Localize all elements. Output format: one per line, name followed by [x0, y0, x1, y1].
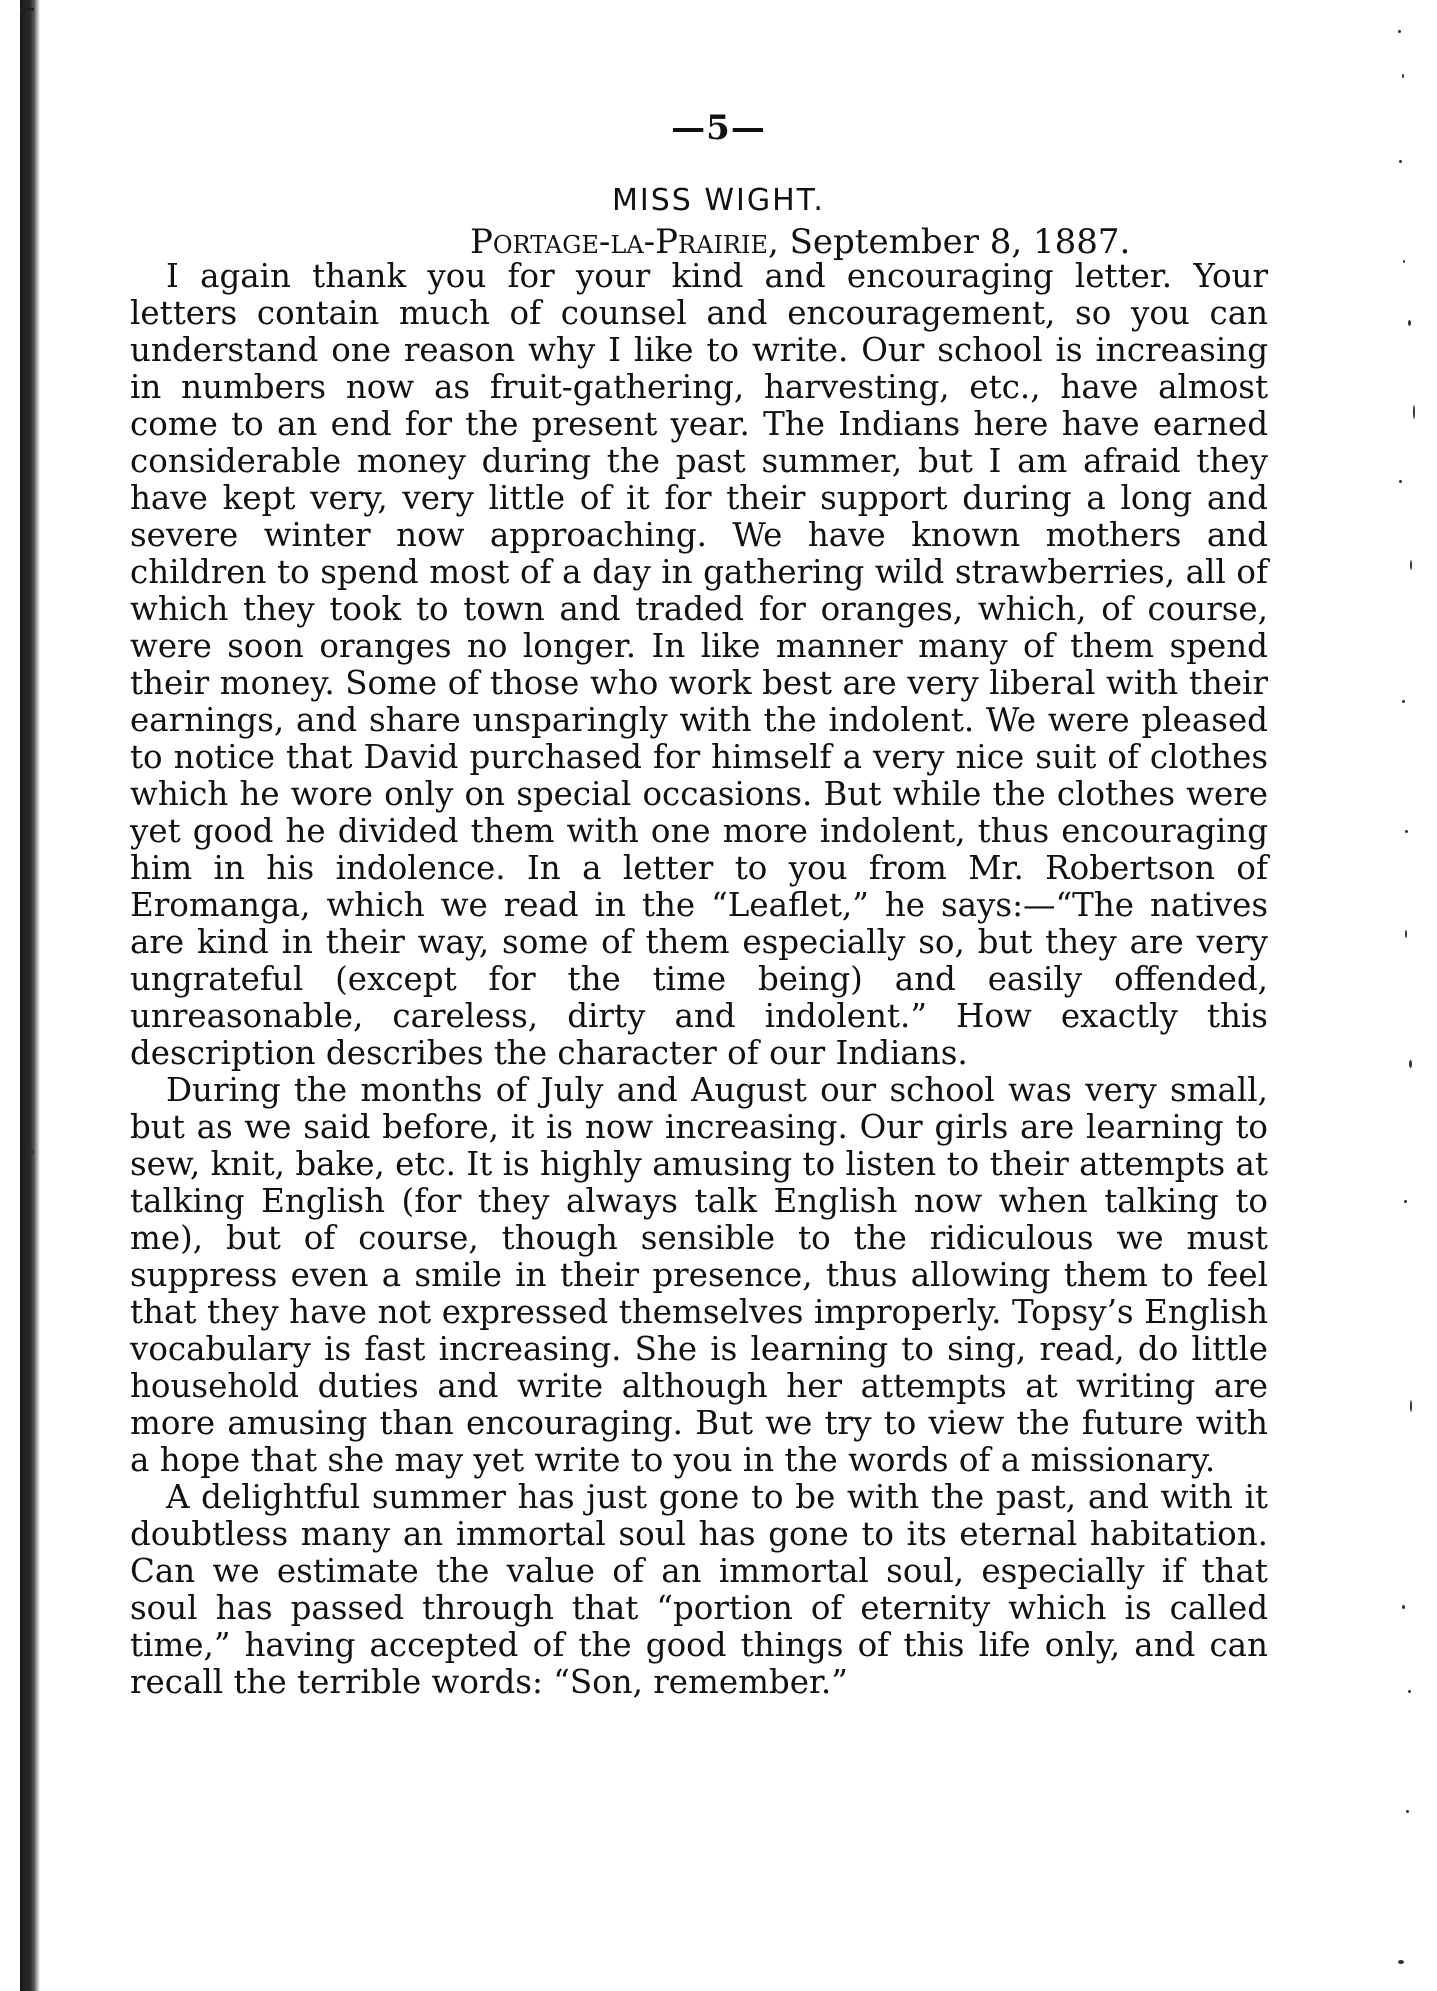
- scan-speck: [1399, 480, 1402, 483]
- scan-speck: [1409, 1060, 1412, 1068]
- scan-speck: [1413, 405, 1415, 419]
- paragraph-1: I again thank you for your kind and encouraging letter. Your letters contain much of counsel and encouragement, so you can understand one reason why I like to write. Our school is increasing in numbers now as fruit-gathering, harvesting, etc., have almost come to an end for the present year. The Indians here have earned considerable money during the past summer, but I am afraid they have kept very, very little of it for their support during a long and severe winter now approaching. We have known mothers and children to spend most of a day in gathering wild strawberries, all of which they took to town and traded for oranges, which, of course, were soon oranges no longer. In like manner many of them spend their money. Some of those who work best are very liberal with their earnings, and share unsparingly with the indolent. We were pleased to notice that David purchased for himself a very nice suit of clothes which he wore only on special occasions. But while the clothes were yet good he divided them with one more indolent, thus encouraging him in his indolence. In a letter to you from Mr. Robertson of Eromanga, which we read in the “Leaflet,” he says:—“The natives are kind in their way, some of them especially so, but they are very ungrateful (except for the time being) and easily offended, unreasonable, careless, dirty and indolent.” How exactly this description describes the character of our Indians.: [130, 257, 1268, 1072]
- dateline-date: September 8, 1887.: [789, 222, 1131, 262]
- scan-speck: [1402, 74, 1404, 78]
- scan-speck: [1398, 30, 1401, 33]
- scan-speck: [1410, 1400, 1412, 1412]
- paragraph-2: During the months of July and August our school was very small, but as we said before, it is now increasing. Our girls are learning to sew, knit, bake, etc. It is highly amusing to listen to their attempts at talking English (for they always talk English now when talking to me), but of course, though sensible to the ridiculous we must suppress even a smile in their presence, thus allowing them to feel that they have not expressed themselves improperly. Topsy’s English vocabulary is fast increasing. She is learning to sing, read, do little household duties and write although her attempts at writing are more amusing than encouraging. But we try to view the future with a hope that she may yet write to you in the words of a missionary.: [130, 1071, 1268, 1479]
- dateline: [470, 222, 1130, 262]
- page-number: —5—: [671, 108, 766, 148]
- scan-speck: [1405, 830, 1408, 833]
- scan-speck: [30, 1150, 34, 1154]
- letter-body: [130, 258, 1268, 1701]
- scan-speck: [1408, 1690, 1411, 1693]
- page-binding-edge: [10, 0, 40, 1991]
- scan-speck: [1406, 1810, 1409, 1813]
- scan-speck: [1405, 930, 1407, 938]
- paragraph-3: A delightful summer has just gone to be with the past, and with it doubtless many an immortal soul has gone to its eternal habitation. Can we estimate the value of an immortal soul, especially if that soul has passed through that “portion of eternity which is called time,” having accepted of the good things of this life only, and can recall the terrible words: “Son, remember.”: [130, 1478, 1268, 1701]
- dateline-place: Portage-la-Prairie,: [470, 222, 779, 262]
- scan-speck: [1403, 260, 1405, 263]
- scan-speck: [1408, 320, 1411, 326]
- scan-speck: [1402, 700, 1405, 703]
- scan-speck: [1398, 1960, 1404, 1964]
- scan-speck: [1402, 1605, 1405, 1609]
- letter-heading: MISS WIGHT.: [612, 183, 825, 218]
- scan-speck: [1399, 160, 1402, 163]
- scan-speck: [1404, 1200, 1407, 1203]
- scan-speck: [1410, 560, 1412, 570]
- page-corner-mark: [20, 8, 34, 11]
